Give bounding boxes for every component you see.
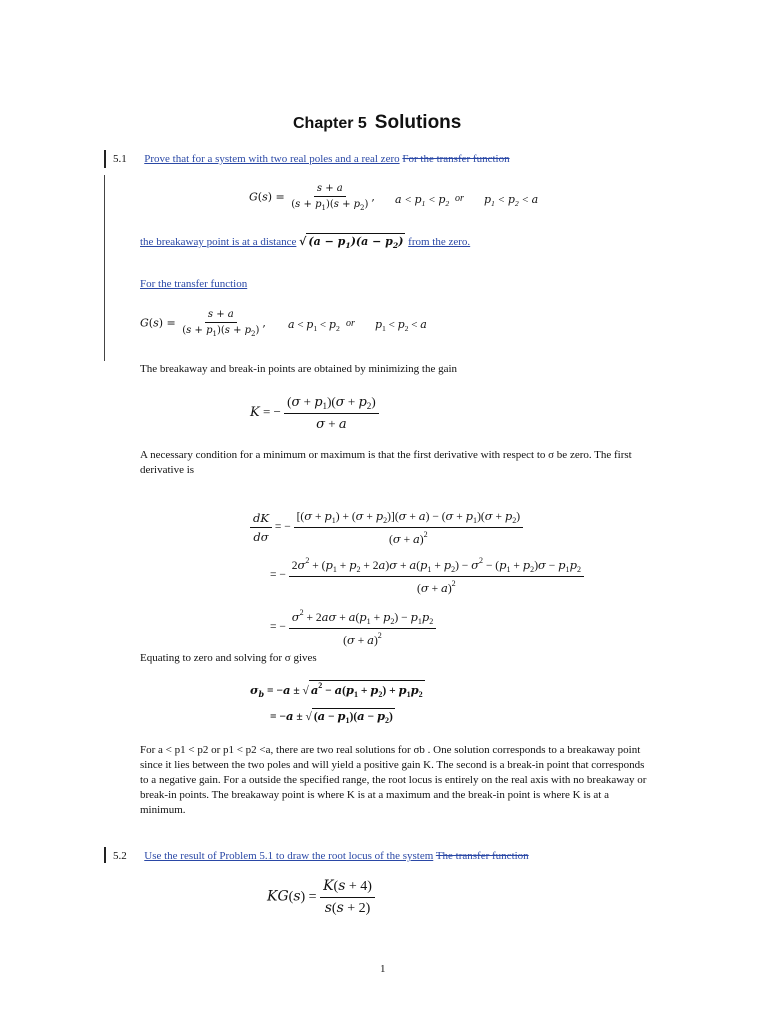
struck-text: For the transfer function (402, 153, 510, 165)
body-paragraph-3: Equating to zero and solving for σ gives (140, 652, 317, 664)
open-loop-equation: KG(s) = $\frac{K(s + 4)}{s(s + 2)}$ (267, 878, 375, 917)
problem-number: 5.1 (113, 153, 127, 165)
breakaway-distance-expression: √ $(a - p_1)(a - p_2)$ (299, 235, 405, 248)
problem-5-1-heading (113, 152, 510, 167)
page-title (293, 112, 461, 134)
condition-1b: $a < p_1 < p_2$ (288, 318, 340, 333)
title-chapter: Chapter 5 (293, 115, 367, 132)
transfer-function-equation-2: G(s) = $\frac{s + a}{(s + p_1)(s + p_2)}$ , (140, 309, 266, 338)
breakaway-before: the breakaway point is at a distance (140, 236, 297, 248)
transfer-function-label: For the transfer function (140, 278, 248, 290)
title-solutions: Solutions (374, 112, 462, 133)
derivative-equation-1: $\frac{dK}{d\sigma}$ = − $\frac{[(\sigma + p_1) + (\sigma + p_2)](\sigma + a) - (\sigma + p_1)(\sigma + p_2)}{(\sigma + a)^2}$ (250, 509, 523, 546)
or-label-b: or (346, 318, 355, 329)
body-paragraph-2: A necessary condition for a minimum or maximum is that the first derivative with respect to σ be zero. The first derivative is (140, 449, 632, 476)
condition-2b: $p_1 < p_2 < a$ (375, 318, 427, 333)
change-bar (104, 150, 106, 168)
breakaway-after: from the zero. (408, 236, 471, 248)
sigma-b-equation-1: $\sigma_b = -a$ ± √ $a^2 - a(p_1 + p_2) + p_1p_2$ (250, 681, 423, 699)
problem-number: 5.2 (113, 850, 127, 862)
page-number: 1 (380, 963, 386, 975)
sigma-b-equation-2: = −a ± √ $(a - p_1)(a - p_2)$ (270, 709, 393, 725)
transfer-function-equation-1: G(s) = $\frac{s + a}{(s + p_1)(s + p_2)}$ , (249, 183, 375, 212)
struck-text: The transfer function (435, 850, 529, 862)
problem-5-2-heading (113, 849, 529, 864)
revision-line (104, 175, 105, 361)
body-paragraph-4: For a < p1 < p2 or p1 < p2 <a, there are two real solutions for σb . One solution corresponds to a breakaway point since it lies between the two poles and will yield a positive gain K. The second is a break-in point that corresponds to a negative gain. For a outside the specified range, the root locus is entirely on the real axis with no breakaway or break-in points. The breakaway point is where K is at a maximum and the break-in point is where K is at a minimum. (140, 744, 647, 816)
derivative-equation-2: = − $\frac{2\sigma^2 + (p_1 + p_2 + 2a)\sigma + a(p_1 + p_2) - \sigma^2 - (p_1 + p_2)\sigma - p_1p_2}{(\sigma + a)^2}$ (270, 556, 584, 595)
inserted-text: Use the result of Problem 5.1 to draw the root locus of the system (144, 850, 434, 862)
inserted-text: Prove that for a system with two real poles and a real zero (144, 153, 400, 165)
gain-equation: K = − $\frac{(\sigma + p_1)(\sigma + p_2)}{\sigma + a}$ (250, 394, 379, 432)
body-paragraph-1: The breakaway and break-in points are obtained by minimizing the gain (140, 363, 458, 375)
change-bar (104, 847, 106, 863)
condition-1: $a < p_1 < p_2$ (395, 193, 450, 208)
breakaway-statement (140, 233, 470, 253)
condition-2: $p_1 < p_2 < a$ (484, 193, 539, 208)
or-label: or (455, 193, 464, 204)
derivative-equation-3: = − $\frac{\sigma^2 + 2a\sigma + a(p_1 + p_2) - p_1p_2}{(\sigma + a)^2}$ (270, 608, 436, 647)
